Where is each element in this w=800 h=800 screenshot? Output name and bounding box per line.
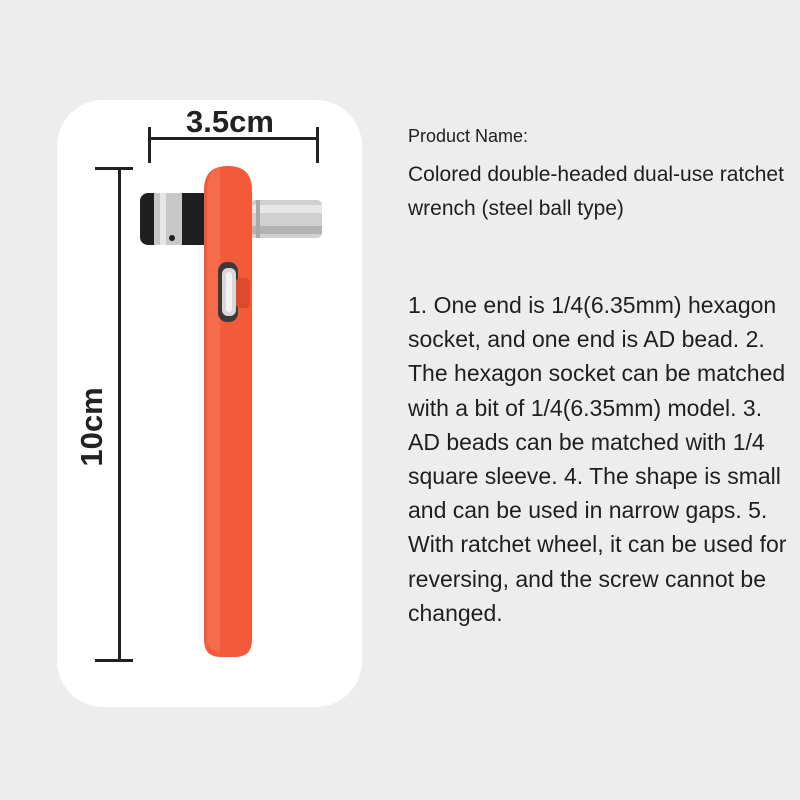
width-dimension-label: 3.5cm bbox=[186, 104, 274, 139]
product-name-label: Product Name: bbox=[408, 126, 529, 146]
product-name-value: Colored double-headed dual-use ratchet wrench (steel ball type) bbox=[408, 163, 784, 220]
height-dimension-label: 10cm bbox=[74, 387, 109, 467]
product-description: 1. One end is 1/4(6.35mm) hexagon socket, and one end is AD bead. 2. The hexagon socket can be matched with a bit of 1/4(6.35mm) model. 3. AD beads can be matched with 1/4 square sleeve. 4. The shape is small and can be used in narrow gaps. 5. With ratchet wheel, it can be used for reversing, and the screw cannot be changed. bbox=[408, 292, 787, 626]
